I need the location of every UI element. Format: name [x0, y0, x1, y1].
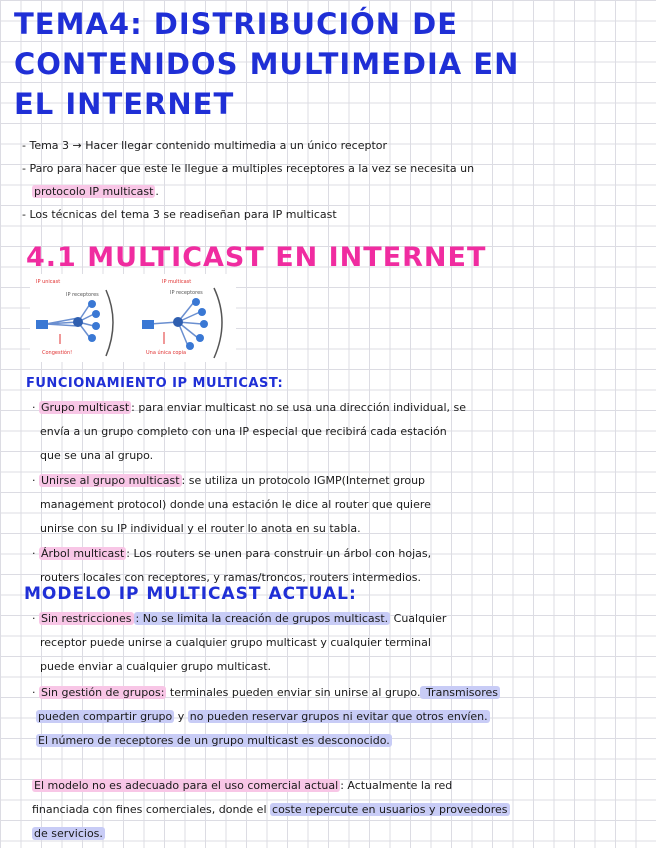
sin-gestion-item: · Sin gestión de grupos: terminales pueden enviar sin unirse al grupo. Transmisores pueden compartir grupo y no pueden reservar grupos ni evitar que otros envíen. El número de receptores de un grupo multicast es desconocido.	[32, 686, 499, 747]
diagram-left-caption: Congestión!	[42, 350, 73, 356]
protocol-highlight: protocolo IP multicast	[34, 185, 154, 198]
multicast-router	[173, 317, 183, 327]
grupo-multicast-line-3: que se una al grupo.	[40, 449, 154, 462]
diagram-left-sub: IP receptores	[66, 292, 99, 298]
conclusion-line-2: financiada con fines comerciales, donde el	[32, 803, 271, 816]
sin-restricciones-line-3: puede enviar a cualquier grupo multicast.	[40, 660, 272, 673]
intro-bullet-3: - Los técnicas del tema 3 se readiseñan para IP multicast	[22, 208, 337, 221]
arbol-multicast-term: Árbol multicast	[41, 547, 125, 560]
grupo-multicast-line-1: : para enviar multicast no se usa una dirección individual, se	[131, 401, 466, 414]
modelo-heading: MODELO IP MULTICAST ACTUAL:	[24, 584, 357, 604]
intro-bullet-2-text: Paro para hacer que este le llegue a multiples receptores a la vez se necesita un	[29, 162, 475, 175]
modelo-list	[32, 607, 642, 753]
sin-restricciones-highlight: : No se limita la creación de grupos multicast.	[135, 612, 389, 625]
transmisores-highlight: Transmisores	[422, 686, 499, 699]
grupo-multicast-item: · Grupo multicast : para enviar multicast no se usa una dirección individual, se envía a un grupo completo con una IP especial que recibirá cada estación que se una al grupo.	[32, 396, 642, 468]
unirse-grupo-term: Unirse al grupo multicast	[41, 474, 180, 487]
conclusion-rest: : Actualmente la red	[340, 779, 453, 792]
sin-restricciones-rest: Cualquier	[390, 612, 447, 625]
intro-notes	[22, 134, 647, 226]
diagram-svg	[30, 274, 236, 362]
sin-restricciones-line-2: receptor puede unirse a cualquier grupo multicast y cualquier terminal	[40, 636, 431, 649]
funcionamiento-list	[32, 396, 642, 590]
arbol-multicast-line-1: : Los routers se unen para construir un árbol con hojas,	[126, 547, 432, 560]
unicast-router	[73, 317, 83, 327]
intro-bullet-2: - Paro para hacer que este le llegue a multiples receptores a la vez se necesita un	[22, 162, 475, 175]
diagram-right-title: IP multicast	[162, 279, 192, 285]
intro-bullet-3-text: Los técnicas del tema 3 se readiseñan para IP multicast	[29, 208, 337, 221]
unicast-links	[46, 304, 94, 338]
unirse-grupo-line-2: management protocol) donde una estación le dice al router que quiere	[40, 498, 431, 511]
grupo-multicast-term: Grupo multicast	[41, 401, 130, 414]
unicast-multicast-diagram	[30, 274, 236, 362]
sin-restricciones-item: · Sin restricciones : No se limita la creación de grupos multicast. Cualquier receptor puede unirse a cualquier grupo multicast y cualquier terminal puede enviar a cualquier grupo multicast.	[32, 607, 642, 679]
sin-restricciones-term: Sin restricciones	[41, 612, 132, 625]
title-line-1: TEMA4: DISTRIBUCIÓN DE	[14, 7, 459, 41]
unicast-boundary	[106, 290, 113, 356]
multicast-sender	[142, 320, 154, 329]
unirse-grupo-item: · Unirse al grupo multicast : se utiliza un protocolo IGMP(Internet group management protocol) donde una estación le dice al router que quiere unirse con su IP individual y el router lo anota en su tabla.	[32, 469, 642, 541]
multicast-boundary	[214, 288, 222, 358]
receptores-desconocido-highlight: El número de receptores de un grupo multicast es desconocido.	[38, 734, 390, 747]
intro-bullet-1: - Tema 3 → Hacer llegar contenido multimedia a un único receptor	[22, 139, 388, 152]
section-heading: 4.1 MULTICAST EN INTERNET	[26, 242, 487, 273]
modelo-no-adecuado-highlight: El modelo no es adecuado para el uso comercial actual	[34, 779, 339, 792]
sin-gestion-term: Sin gestión de grupos:	[41, 686, 165, 699]
arbol-multicast-line-2: routers locales con receptores, y ramas/troncos, routers intermedios.	[40, 571, 422, 584]
diagram-right-caption: Una única copia	[146, 350, 187, 356]
unirse-grupo-line-1: : se utiliza un protocolo IGMP(Internet group	[181, 474, 426, 487]
servicios-highlight: de servicios.	[34, 827, 103, 840]
intro-bullet-1-text: Tema 3 → Hacer llegar contenido multimedia a un único receptor	[29, 139, 388, 152]
title-line-2: CONTENIDOS MULTIMEDIA EN	[14, 47, 520, 81]
page-title	[14, 4, 614, 124]
compartir-grupo-highlight: pueden compartir grupo	[38, 710, 173, 723]
grupo-multicast-line-2: envía a un grupo completo con una IP especial que recibirá cada estación	[40, 425, 447, 438]
unirse-grupo-line-3: unirse con su IP individual y el router lo anota en su tabla.	[40, 522, 361, 535]
conclusion	[32, 774, 642, 846]
diagram-right-sub: IP receptores	[170, 290, 203, 296]
unicast-sender	[36, 320, 48, 329]
intro-bullet-2-cont: protocolo IP multicast .	[34, 185, 159, 198]
reservar-highlight: no pueden reservar grupos ni evitar que otros envíen.	[189, 710, 488, 723]
funcionamiento-heading: FUNCIONAMIENTO IP MULTICAST:	[26, 376, 284, 391]
coste-highlight: coste repercute en usuarios y proveedores	[272, 803, 508, 816]
arbol-multicast-item: · Árbol multicast : Los routers se unen para construir un árbol con hojas, routers locales con receptores, y ramas/troncos, routers intermedios.	[32, 542, 642, 590]
title-line-3: EL INTERNET	[14, 87, 235, 121]
unicast-receivers	[88, 300, 100, 342]
diagram-left-title: IP unicast	[36, 279, 61, 285]
sin-gestion-rest: terminales pueden enviar sin unirse al grupo.	[166, 686, 421, 699]
sin-gestion-and: y	[174, 710, 188, 723]
